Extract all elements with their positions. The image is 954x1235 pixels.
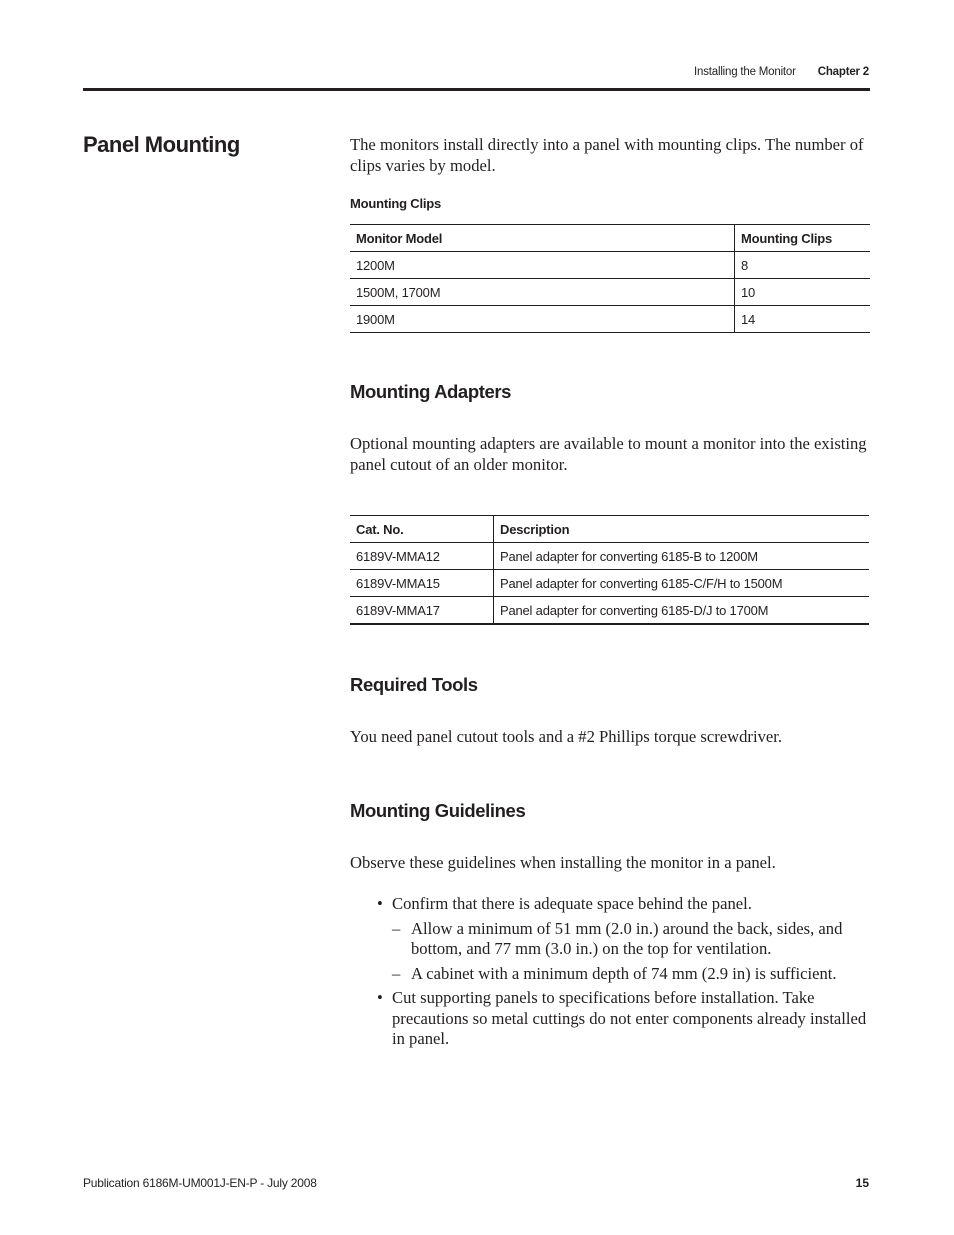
footer-publication: Publication 6186M-UM001J-EN-P - July 2008 bbox=[83, 1176, 317, 1190]
header-chapter: Chapter 2 bbox=[817, 66, 869, 78]
bullet-icon: • bbox=[377, 894, 383, 913]
table-cell: 1500M, 1700M bbox=[356, 284, 441, 300]
table-cell: Panel adapter for converting 6185-B to 1200M bbox=[494, 543, 870, 570]
mounting-adapters-paragraph: Optional mounting adapters are available to mount a monitor into the existing panel cutout of an older monitor. bbox=[350, 434, 867, 474]
table-row bbox=[350, 252, 870, 279]
mounting-guidelines-heading: Mounting Guidelines bbox=[350, 800, 526, 821]
list-item-text: Confirm that there is adequate space behind the panel. bbox=[392, 894, 752, 913]
list-item bbox=[350, 894, 870, 984]
table-row bbox=[350, 306, 870, 333]
dash-icon: – bbox=[392, 963, 401, 983]
sub-list-item bbox=[392, 964, 870, 985]
page-number: 15 bbox=[855, 1176, 869, 1190]
clips-table-caption: Mounting Clips bbox=[350, 196, 442, 211]
bullet-icon: • bbox=[377, 988, 383, 1007]
required-tools-paragraph: You need panel cutout tools and a #2 Phillips torque screwdriver. bbox=[350, 727, 782, 746]
table-row bbox=[350, 570, 869, 597]
table-cell: 6189V-MMA15 bbox=[356, 575, 440, 591]
table-cell: 6189V-MMA12 bbox=[356, 548, 440, 564]
sub-list-item-text: Allow a minimum of 51 mm (2.0 in.) around the back, sides, and bottom, and 77 mm (3.0 in.) on the top for ventilation. bbox=[411, 918, 843, 958]
table-cell: 14 bbox=[735, 306, 871, 333]
table-row bbox=[350, 543, 869, 570]
table-row bbox=[350, 597, 869, 625]
header-rule bbox=[83, 88, 870, 91]
mounting-clips-table bbox=[350, 224, 870, 333]
required-tools-heading: Required Tools bbox=[350, 674, 478, 695]
table-cell: 1900M bbox=[356, 311, 395, 327]
header-section-name: Installing the Monitor bbox=[694, 66, 796, 78]
page-title: Panel Mounting bbox=[83, 132, 240, 157]
column-header-cat-no: Cat. No. bbox=[356, 521, 404, 537]
guidelines-list bbox=[350, 894, 870, 1054]
table-header-row bbox=[350, 225, 870, 252]
list-item bbox=[350, 988, 870, 1050]
table-cell: Panel adapter for converting 6185-C/F/H to 1500M bbox=[494, 570, 870, 597]
running-header bbox=[694, 66, 869, 78]
mounting-adapters-heading: Mounting Adapters bbox=[350, 381, 512, 402]
column-header-mounting-clips: Mounting Clips bbox=[735, 225, 871, 252]
table-cell: Panel adapter for converting 6185-D/J to 1700M bbox=[494, 597, 870, 625]
table-cell: 1200M bbox=[356, 257, 395, 273]
table-cell: 8 bbox=[735, 252, 871, 279]
table-header-row bbox=[350, 516, 869, 543]
dash-icon: – bbox=[392, 918, 401, 938]
column-header-monitor-model: Monitor Model bbox=[356, 230, 443, 246]
intro-paragraph: The monitors install directly into a panel with mounting clips. The number of clips varies by model. bbox=[350, 135, 864, 175]
sub-list-item-text: A cabinet with a minimum depth of 74 mm (2.9 in) is sufficient. bbox=[411, 963, 837, 983]
sub-list bbox=[392, 919, 870, 985]
table-cell: 10 bbox=[735, 279, 871, 306]
column-header-description: Description bbox=[494, 516, 870, 543]
table-row bbox=[350, 279, 870, 306]
mounting-guidelines-intro: Observe these guidelines when installing the monitor in a panel. bbox=[350, 853, 776, 872]
table-cell: 6189V-MMA17 bbox=[356, 602, 440, 618]
mounting-adapters-table bbox=[350, 515, 869, 625]
list-item-text: Cut supporting panels to specifications before installation. Take precautions so metal cuttings do not enter components already installed in panel. bbox=[392, 988, 867, 1048]
sub-list-item bbox=[392, 919, 870, 960]
